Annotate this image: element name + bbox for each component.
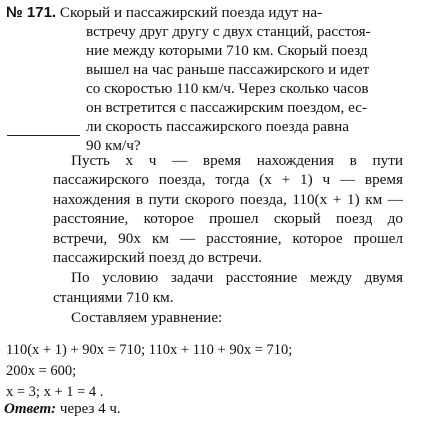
solution-paragraph-condition: По условию задачи расстояние между двумя станциями 710 км.	[53, 269, 403, 306]
problem-text-line: 90 км/ч?	[86, 137, 141, 154]
solution-paragraph-setup: Пусть x ч — время нахождения в пути пассажирского поезда, тогда (x + 1) ч — время нахождения в пути скорого поезда, 110(x + 1) км — расстояние, которое прошел скорый поезд до встречи, 90x км — расстояние, которое прошел пассажирский поезд до встречи.	[53, 152, 403, 267]
problem-text-line: он встретится с пассажирским поездом, ес-	[86, 99, 368, 116]
problem-text-line: ли скорость пассажирского поезда равна	[86, 118, 349, 135]
problem-line-1	[6, 3, 414, 22]
answer-text: через 4 ч.	[59, 401, 121, 417]
problem-text-line: встречу друг другу с двух станций, расстоя-	[86, 23, 371, 40]
problem-text-line: вышел на час раньше пассажирского и идет	[86, 61, 370, 78]
equation-line-3: x = 3; x + 1 = 4 .	[6, 384, 104, 400]
answer	[4, 401, 121, 418]
solution-paragraph-equation-intro: Составляем уравнение:	[71, 309, 223, 327]
problem-statement	[6, 3, 414, 155]
answer-blank-line	[7, 135, 80, 136]
equation-line-2: 200x = 600;	[6, 363, 77, 379]
problem-text-line: со скоростью 110 км/ч. Через сколько часов	[86, 80, 369, 97]
equation-line-1: 110(x + 1) + 90x = 710; 110x + 110 + 90x = 710;	[6, 342, 293, 358]
problem-text-line: Скорый и пассажирский поезда идут на-	[59, 4, 323, 21]
problem-number: № 171.	[6, 4, 57, 21]
solution-text	[53, 151, 403, 328]
answer-label: Ответ:	[4, 401, 57, 417]
problem-text-line: ние между которыми 710 км. Скорый поезд	[86, 42, 368, 59]
